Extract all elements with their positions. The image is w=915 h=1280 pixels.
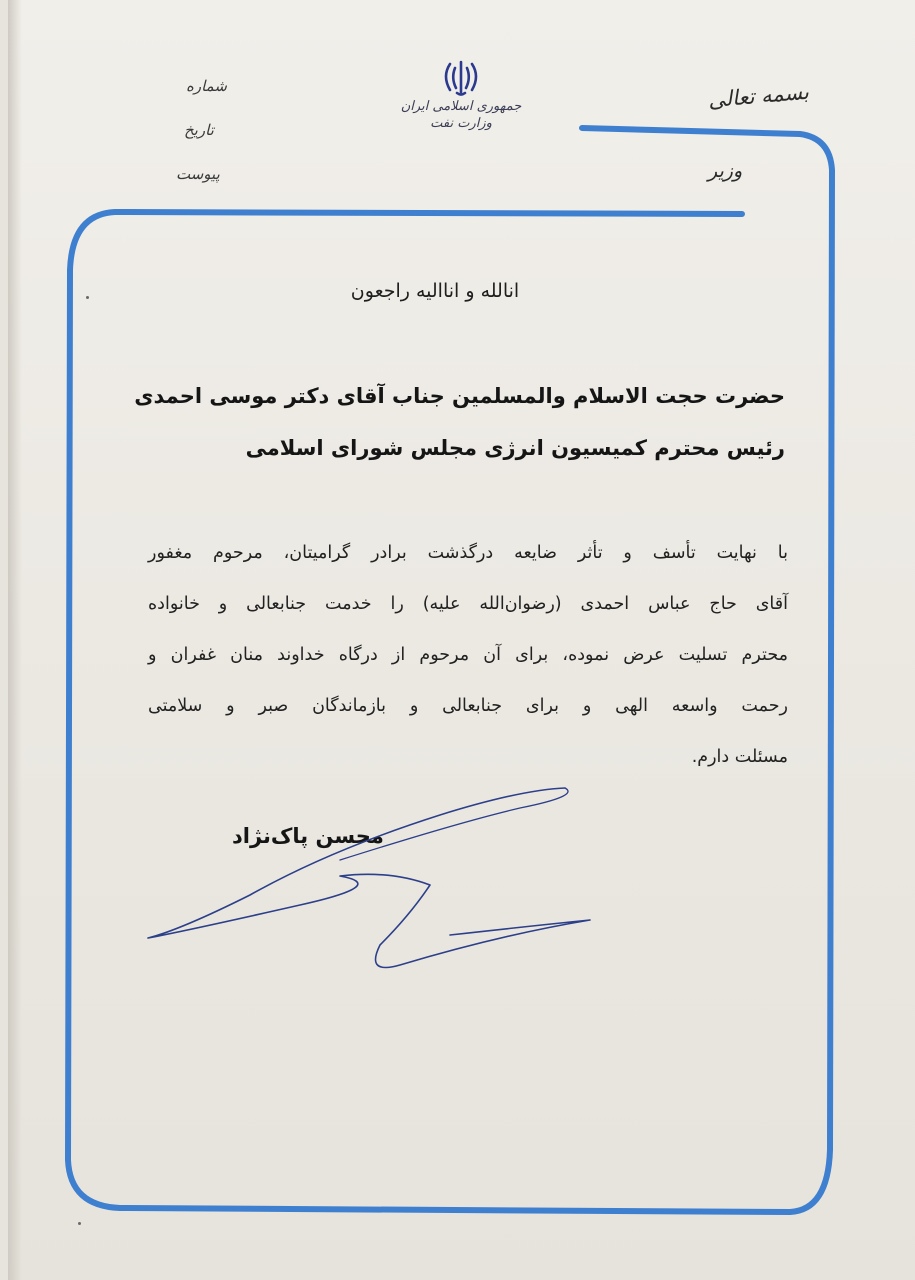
addressee-title: رئیس محترم کمیسیون انرژی مجلس شورای اسلامی — [245, 436, 785, 460]
date-label: تاریخ — [184, 121, 214, 139]
attachment-label: پیوست — [176, 165, 220, 183]
number-label: شماره — [186, 77, 227, 95]
body-line: با نهایت تأسف و تأثر ضایعه درگذشت برادر گرامیتان، مرحوم مغفور — [148, 543, 788, 563]
emblem-ministry-text: وزارت نفت — [430, 116, 492, 131]
body-line: مسئلت دارم. — [691, 747, 788, 767]
condolence-verse: انالله و اناالیه راجعون — [350, 280, 520, 302]
minister-title: وزیر — [708, 160, 743, 182]
addressee-name: حضرت حجت الاسلام والمسلمین جناب آقای دکتر موسی احمدی — [134, 384, 785, 408]
signatory-name: محسن پاک‌نژاد — [232, 824, 384, 848]
emblem-country-text: جمهوری اسلامی ایران — [400, 99, 522, 114]
paper-speck — [86, 296, 89, 299]
body-line: آقای حاج عباس احمدی (رضوان‌الله علیه) را خدمت جنابعالی و خانواده — [148, 594, 788, 614]
body-line: رحمت واسعه الهی و برای جنابعالی و بازماندگان صبر و سلامتی — [148, 696, 788, 716]
bismillah-heading: بسمه تعالی — [707, 79, 810, 113]
body-line: محترم تسلیت عرض نموده، برای آن مرحوم از درگاه خداوند منان غفران و — [148, 645, 788, 665]
paper-speck — [78, 1222, 81, 1225]
